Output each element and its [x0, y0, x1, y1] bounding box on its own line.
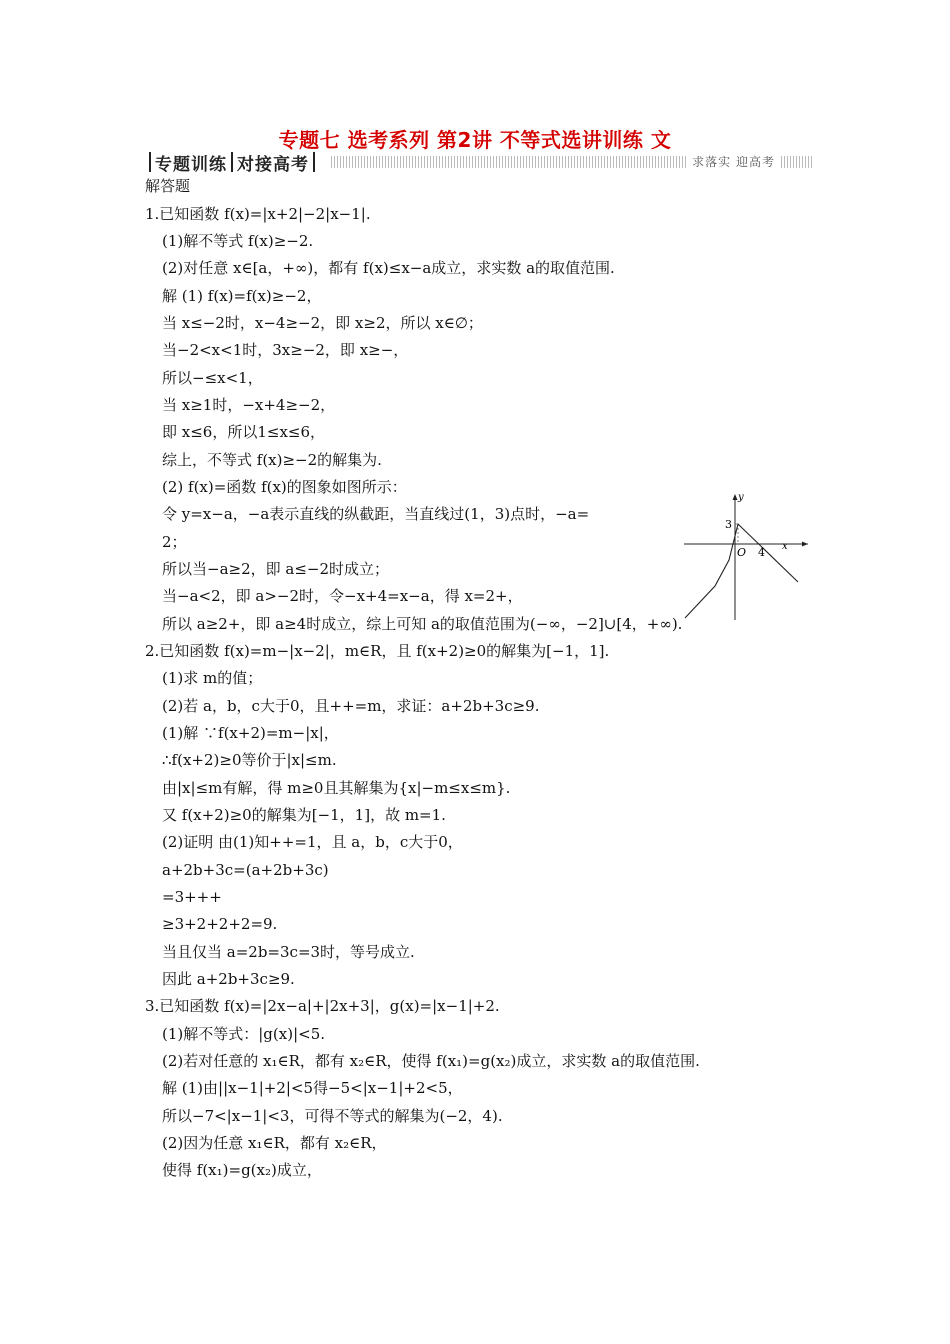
- text-line: (1)解不等式：|g(x)|<5.: [162, 1025, 326, 1043]
- x-axis-arrow: [802, 542, 808, 547]
- text-line: 又 f(x+2)≥0的解集为[−1，1]，故 m=1.: [162, 806, 446, 824]
- text-line: (2)对任意 x∈[a，+∞)，都有 f(x)≤x−a成立，求实数 a的取值范围.: [162, 259, 615, 277]
- text-line: (2)若对任意的 x₁∈R，都有 x₂∈R，使得 f(x₁)=g(x₂)成立，求实数 a的取值范围.: [162, 1052, 700, 1070]
- banner-slogan: 求落实 迎高考: [688, 153, 779, 170]
- text-line: (2)因为任意 x₁∈R，都有 x₂∈R，: [162, 1134, 387, 1152]
- section-banner: [145, 150, 813, 174]
- text-line: ∴f(x+2)≥0等价于|x|≤m.: [162, 751, 337, 769]
- text-line: (1)解 ∵f(x+2)=m−|x|，: [162, 724, 339, 742]
- text-line: 2.已知函数 f(x)=m−|x−2|，m∈R，且 f(x+2)≥0的解集为[−1，1].: [145, 642, 610, 660]
- text-line: a+2b+3c=(a+2b+3c): [162, 861, 329, 879]
- banner-label-a: 专题训练: [155, 154, 227, 175]
- text-line: 当−a<2，即 a>−2时，令−x+4=x−a，得 x=2+，: [162, 587, 523, 605]
- text-line: (1)求 m的值；: [162, 669, 263, 687]
- banner-divider: [149, 152, 151, 172]
- text-line: (1)解不等式 f(x)≥−2.: [162, 232, 314, 250]
- function-curve: [685, 524, 798, 618]
- text-line: 解 (1)由||x−1|+2|<5得−5<|x−1|+2<5，: [162, 1079, 463, 1097]
- text-line: (2) f(x)=函数 f(x)的图象如图所示：: [162, 478, 407, 496]
- text-line: 综上，不等式 f(x)≥−2的解集为.: [162, 451, 382, 469]
- text-line: 所以−≤x<1，: [162, 369, 263, 387]
- banner-divider: [231, 152, 233, 172]
- x-tick-label: 4: [758, 546, 765, 559]
- y-axis-arrow: [733, 494, 738, 500]
- text-line: (2)若 a，b，c大于0，且++=m，求证：a+2b+3c≥9.: [162, 697, 540, 715]
- text-line: 使得 f(x₁)=g(x₂)成立，: [162, 1161, 322, 1179]
- y-tick-label: 3: [725, 518, 732, 531]
- text-line: 所以−7<|x−1|<3，可得不等式的解集为(−2，4).: [162, 1107, 503, 1125]
- text-line: 3.已知函数 f(x)=|2x−a|+|2x+3|，g(x)=|x−1|+2.: [145, 997, 500, 1015]
- text-line: 1.已知函数 f(x)=|x+2|−2|x−1|.: [145, 205, 371, 223]
- text-line: 所以 a≥2+，即 a≥4时成立，综上可知 a的取值范围为(−∞，−2]∪[4，+∞).: [162, 615, 683, 633]
- banner-divider: [313, 152, 315, 172]
- text-line: 当且仅当 a=2b=3c=3时，等号成立.: [162, 943, 415, 961]
- y-axis-label: y: [738, 492, 744, 503]
- text-line: 令 y=x−a，−a表示直线的纵截距，当直线过(1，3)点时，−a=: [162, 505, 590, 523]
- banner-label: [145, 150, 319, 174]
- text-line: 解答题: [145, 177, 191, 195]
- text-line: (2)证明 由(1)知++=1，且 a，b，c大于0，: [162, 833, 463, 851]
- function-graph: [680, 490, 810, 622]
- text-line: 因此 a+2b+3c≥9.: [162, 970, 295, 988]
- text-line: 即 x≤6，所以1≤x≤6，: [162, 423, 326, 441]
- text-line: ≥3+2+2+2=9.: [162, 915, 278, 933]
- text-line: 当 x≥1时，−x+4≥−2，: [162, 396, 336, 414]
- text-line: 所以当−a≥2，即 a≤−2时成立；: [162, 560, 390, 578]
- x-axis-label: x: [782, 541, 788, 552]
- page-title: 专题七 选考系列 第2讲 不等式选讲训练 文: [278, 128, 672, 152]
- text-line: 当 x≤−2时，x−4≥−2，即 x≥2，所以 x∈∅；: [162, 314, 483, 332]
- origin-label: O: [737, 546, 747, 559]
- text-line: 解 (1) f(x)=f(x)≥−2，: [162, 287, 322, 305]
- text-line: =3+++: [162, 888, 222, 906]
- banner-label-b: 对接高考: [237, 154, 309, 175]
- text-line: 2；: [162, 533, 187, 551]
- text-line: 当−2<x<1时，3x≥−2，即 x≥−，: [162, 341, 409, 359]
- text-line: 由|x|≤m有解，得 m≥0且其解集为{x|−m≤x≤m}.: [162, 779, 511, 797]
